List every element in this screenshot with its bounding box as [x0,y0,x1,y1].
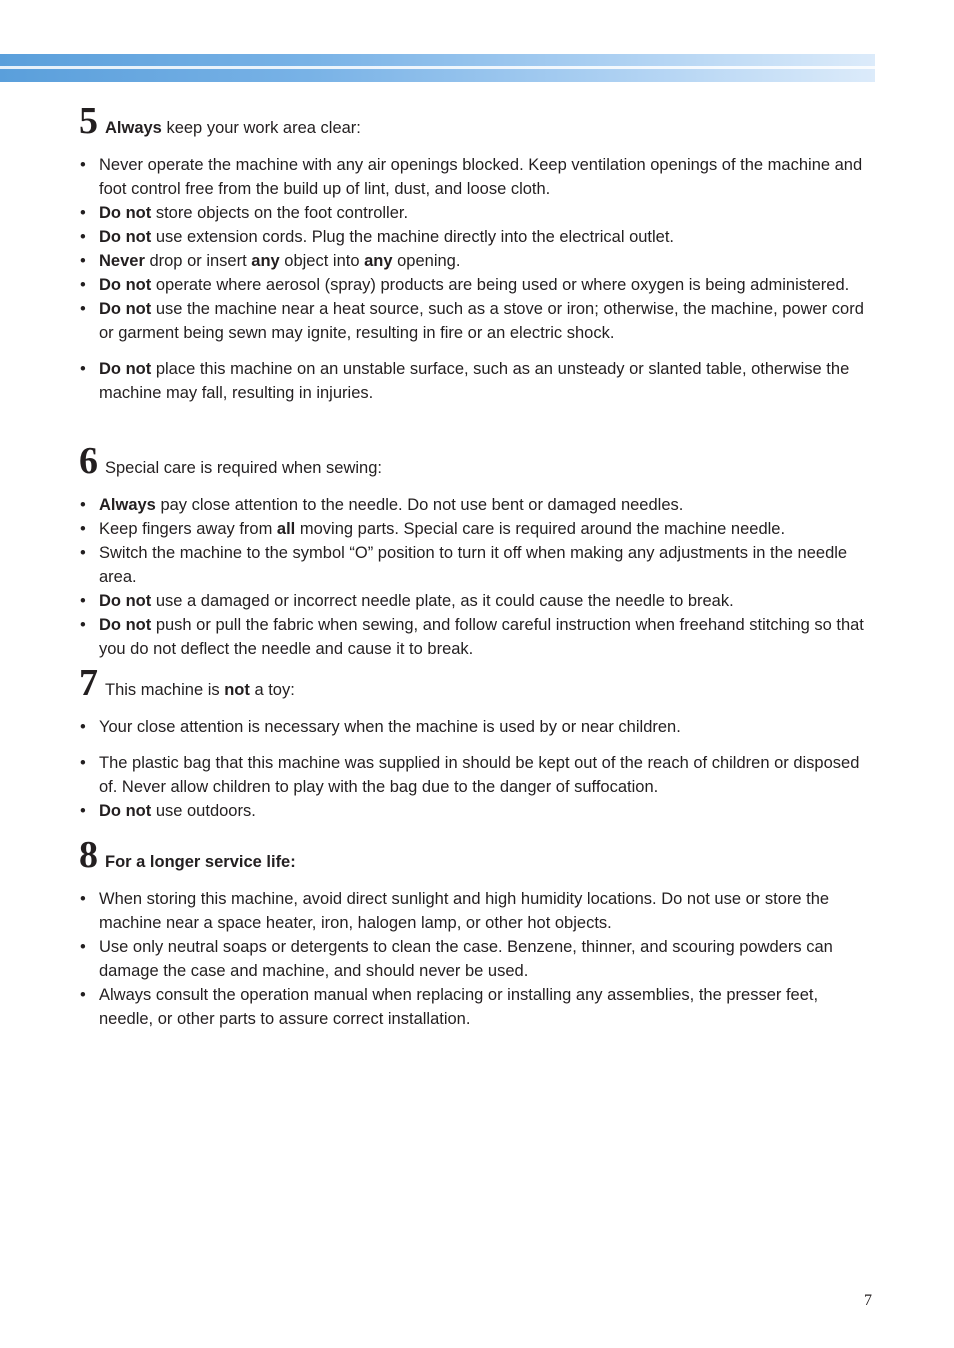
bullet-icon: • [80,616,86,634]
text-run: store objects on the foot controller. [151,204,409,222]
text-run: opening. [392,252,461,270]
text-run: object into [279,252,365,270]
header-gradient-band [0,54,875,82]
bullet-icon: • [80,890,86,908]
bullet-icon: • [80,228,86,246]
text-run: place this machine on an unstable surface, such as an unsteady or slanted table, otherwise the machine may fall, resulting in injuries. [99,360,850,402]
section-number: 7 [79,662,98,704]
text-run: keep your work area clear: [161,119,361,137]
list-item [79,799,874,823]
emphasis-text: Do not [99,360,152,378]
text-run: use a damaged or incorrect needle plate, as it could cause the needle to break. [151,592,734,610]
item-text [99,496,683,514]
emphasis-text: not [224,681,250,699]
emphasis-text: any [251,252,280,270]
item-text [99,938,833,980]
text-run: Use only neutral soaps or detergents to clean the case. Benzene, thinner, and scouring powders can damage the case and machine, and should never be used. [99,938,833,980]
bullet-icon: • [80,252,86,270]
emphasis-text: Do not [99,204,152,222]
section-title [105,119,361,138]
emphasis-text: Always [105,119,162,137]
section-title [105,681,295,700]
list-item [79,751,874,799]
section-7-heading [79,664,295,702]
text-run: use the machine near a heat source, such as a stove or iron; otherwise, the machine, power cord or garment being sewn may ignite, resulting in fire or an electric shock. [99,300,864,342]
section-8-list [79,887,874,1031]
emphasis-text: Do not [99,802,152,820]
text-run: Never operate the machine with any air openings blocked. Keep ventilation openings of the machine and foot control free from the build up of lint, dust, and loose cloth. [99,156,863,198]
bullet-icon: • [80,938,86,956]
section-6-list [79,493,874,661]
text-run: This machine is [105,681,225,699]
item-text [99,890,829,932]
text-run: The plastic bag that this machine was supplied in should be kept out of the reach of children or disposed of. Never allow children to play with the bag due to the danger of suffocation. [99,754,860,796]
text-run: Keep fingers away from [99,520,277,538]
emphasis-text: Do not [99,616,152,634]
text-run: push or pull the fabric when sewing, and follow careful instruction when freehand stitching so that you do not deflect the needle and cause it to break. [99,616,864,658]
emphasis-text: Do not [99,592,152,610]
bullet-icon: • [80,204,86,222]
text-run: When storing this machine, avoid direct sunlight and high humidity locations. Do not use or store the machine near a space heater, iron, halogen lamp, or other hot objects. [99,890,830,932]
emphasis-text: Do not [99,228,152,246]
emphasis-text: For a longer service life: [105,853,296,871]
list-item [79,273,874,297]
bullet-icon: • [80,754,86,772]
bullet-icon: • [80,544,86,562]
bullet-icon: • [80,986,86,1004]
bullet-icon: • [80,802,86,820]
list-item [79,589,874,613]
item-text [99,520,785,538]
emphasis-text: all [276,520,296,538]
list-item [79,201,874,225]
bullet-icon: • [80,360,86,378]
section-number: 5 [79,100,98,142]
bullet-icon: • [80,156,86,174]
item-text [99,156,862,198]
item-text [99,616,864,658]
item-text [99,360,849,402]
text-run: Always consult the operation manual when replacing or installing any assemblies, the presser feet, needle, or other parts to assure correct installation. [99,986,819,1028]
list-item [79,935,874,983]
item-text [99,592,734,610]
section-title [105,459,382,478]
section-5-heading [79,102,361,140]
list-item [79,493,874,517]
item-text [99,300,864,342]
bullet-icon: • [80,300,86,318]
list-item [79,357,874,405]
text-run: use extension cords. Plug the machine directly into the electrical outlet. [151,228,675,246]
section-title [105,853,296,872]
text-run: operate where aerosol (spray) products are being used or where oxygen is being administered. [151,276,850,294]
text-run: use outdoors. [151,802,256,820]
text-run: a toy: [249,681,295,699]
list-item [79,715,874,739]
emphasis-text: any [364,252,393,270]
emphasis-text: Do not [99,300,152,318]
list-item [79,225,874,249]
item-text [99,228,674,246]
bullet-icon: • [80,718,86,736]
bullet-icon: • [80,496,86,514]
bullet-icon: • [80,520,86,538]
item-text [99,718,681,736]
list-item [79,153,874,201]
emphasis-text: Do not [99,276,152,294]
item-text [99,754,859,796]
section-7-list [79,715,874,823]
bullet-icon: • [80,276,86,294]
item-text [99,204,408,222]
list-item [79,297,874,345]
item-text [99,252,460,270]
item-text [99,544,847,586]
section-number: 6 [79,440,98,482]
text-run: Special care is required when sewing: [105,459,382,477]
list-item [79,887,874,935]
text-run: Switch the machine to the symbol “O” position to turn it off when making any adjustments in the needle area. [99,544,848,586]
list-item [79,613,874,661]
bullet-icon: • [80,592,86,610]
item-text [99,986,818,1028]
emphasis-text: Always [99,496,156,514]
section-number: 8 [79,834,98,876]
emphasis-text: Never [99,252,145,270]
item-text [99,276,849,294]
section-5-list [79,153,874,405]
list-item [79,541,874,589]
page-number: 7 [864,1292,872,1309]
text-run: drop or insert [144,252,252,270]
list-item [79,517,874,541]
text-run: Your close attention is necessary when the machine is used by or near children. [99,718,681,736]
text-run: moving parts. Special care is required around the machine needle. [295,520,786,538]
item-text [99,802,256,820]
list-item [79,249,874,273]
section-6-heading [79,442,382,480]
section-8-heading [79,836,296,874]
list-item [79,983,874,1031]
text-run: pay close attention to the needle. Do not use bent or damaged needles. [155,496,684,514]
